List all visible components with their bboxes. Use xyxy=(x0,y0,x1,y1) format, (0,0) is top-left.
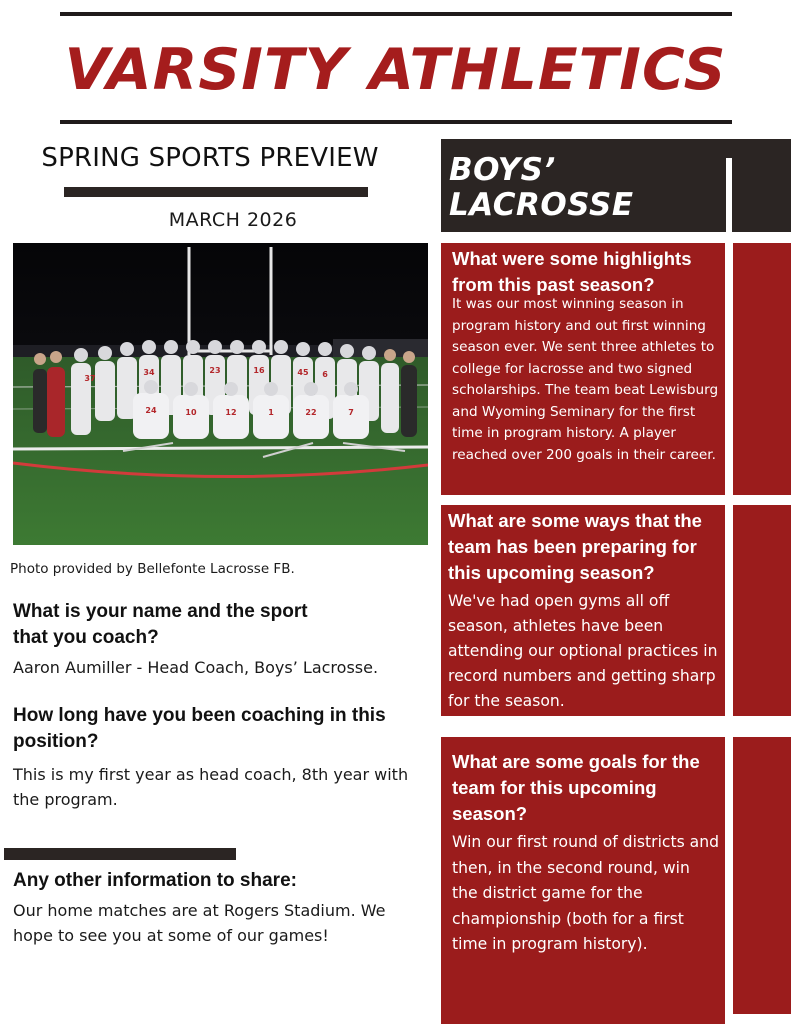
question-preparation: What are some ways that the team has been preparing for this upcoming season? xyxy=(448,510,702,583)
jersey-number: 24 xyxy=(145,406,157,415)
jersey-number: 37 xyxy=(84,374,96,383)
question-highlights: What were some highlights from this past season? xyxy=(452,248,692,295)
sport-title xyxy=(449,153,719,223)
sport-title-line2: LACROSSE xyxy=(449,187,634,223)
jersey-number: 6 xyxy=(322,370,328,379)
question-other-info: Any other information to share: xyxy=(13,870,297,891)
answer-other-info: Our home matches are at Rogers Stadium. We hope to see you at some of our games! xyxy=(13,901,386,945)
jersey-number: 12 xyxy=(225,408,237,417)
section-title: SPRING SPORTS PREVIEW xyxy=(41,143,379,173)
jersey-number: 45 xyxy=(297,368,309,377)
photo-caption: Photo provided by Bellefonte Lacrosse FB. xyxy=(10,561,295,577)
jersey-number: 10 xyxy=(185,408,197,417)
question-goals: What are some goals for the team for this upcoming season? xyxy=(452,751,700,824)
left-divider-bar xyxy=(4,848,236,860)
masthead-top-rule xyxy=(60,12,732,16)
team-photo xyxy=(13,243,428,545)
masthead-bottom-rule xyxy=(60,120,732,124)
goals-side-strip xyxy=(733,737,791,1014)
jersey-number: 1 xyxy=(268,408,274,417)
answer-preparation: We've had open gyms all off season, athletes have been attending our optional practices in record numbers and getting sharp for the season. xyxy=(448,592,718,710)
masthead-title: VARSITY ATHLETICS xyxy=(64,37,727,103)
answer-highlights: It was our most winning season in program history and out first winning season ever. We sent three athletes to college for lacrosse and two signed scholarships. The team beat Lewisburg and Wyoming Seminary for the first time in program history. A player reached over 200 goals in their career. xyxy=(452,296,719,463)
answer-coaching-duration: This is my first year as head coach, 8th year with the program. xyxy=(13,765,409,809)
jersey-number: 22 xyxy=(305,408,317,417)
highlights-side-strip xyxy=(733,243,791,495)
jersey-number: 16 xyxy=(253,366,265,375)
preparation-side-strip xyxy=(733,505,791,716)
sport-header-strip xyxy=(726,158,732,232)
team-photo-image xyxy=(13,243,428,545)
question-coaching-duration: How long have you been coaching in this position? xyxy=(13,705,386,752)
section-title-bar xyxy=(64,187,368,197)
answer-coach-name: Aaron Aumiller - Head Coach, Boys’ Lacrosse. xyxy=(13,658,379,677)
jersey-number: 34 xyxy=(143,368,155,377)
issue-date: MARCH 2026 xyxy=(168,209,298,231)
answer-goals: Win our first round of districts and then, in the second round, win the district game for the championship (both for a first time in program history). xyxy=(452,833,720,953)
jersey-number: 7 xyxy=(348,408,354,417)
jersey-number: 23 xyxy=(209,366,221,375)
question-coach-name: What is your name and the sport that you coach? xyxy=(13,601,308,648)
sport-title-line1: BOYS’ xyxy=(449,152,556,188)
